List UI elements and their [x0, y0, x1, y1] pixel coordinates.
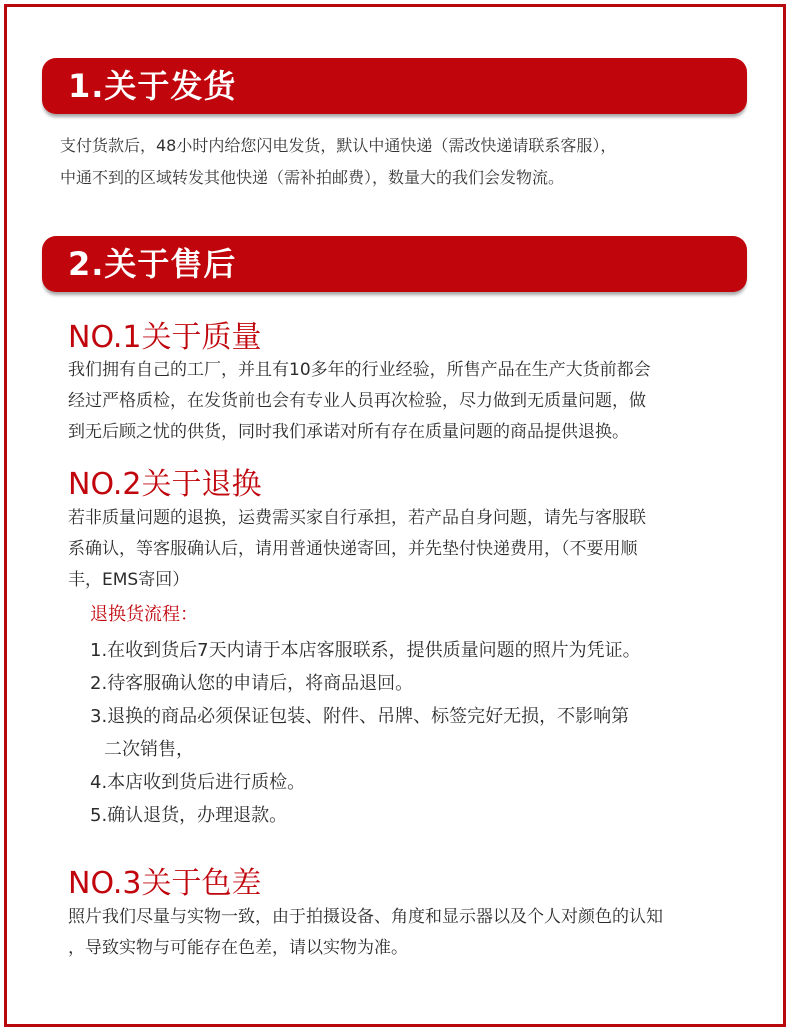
exchange-line-3: 丰，EMS寄回） [68, 570, 190, 590]
color-diff-line-1: 照片我们尽量与实物一致，由于拍摄设备、角度和显示器以及个人对颜色的认知 [68, 907, 663, 927]
exchange-paragraph [68, 504, 728, 595]
exchange-title: NO.2关于退换 [68, 467, 262, 502]
quality-title: NO.1关于质量 [68, 320, 262, 355]
color-diff-title: NO.3关于色差 [68, 866, 262, 901]
exchange-line-2: 系确认，等客服确认后，请用普通快递寄回，并先垫付快递费用，（不要用顺 [68, 539, 638, 559]
exchange-line-1: 若非质量问题的退换，运费需买家自行承担，若产品自身问题，请先与客服联 [68, 508, 646, 528]
exchange-step-5: 5.确认退货，办理退款。 [90, 805, 288, 826]
section-aftersale-title: 2.关于售后 [68, 245, 237, 283]
exchange-step-2: 2.待客服确认您的申请后，将商品退回。 [90, 673, 414, 694]
exchange-step-3-cont: 二次销售， [104, 739, 194, 760]
exchange-steps [90, 634, 730, 832]
color-diff-line-2: ，导致实物与可能存在色差，请以实物为准。 [68, 938, 408, 958]
quality-line-2: 经过严格质检，在发货前也会有专业人员再次检验，尽力做到无质量问题，做 [68, 391, 646, 411]
exchange-step-4: 4.本店收到货后进行质检。 [90, 772, 306, 793]
color-diff-paragraph [68, 903, 728, 963]
section-shipping-header [42, 58, 747, 114]
shipping-line-2: 中通不到的区域转发其他快递（需补拍邮费），数量大的我们会发物流。 [60, 168, 565, 187]
section-aftersale-header [42, 236, 747, 292]
exchange-flow-title: 退换货流程： [90, 604, 198, 625]
quality-line-1: 我们拥有自己的工厂，并且有10多年的行业经验，所售产品在生产大货前都会 [68, 360, 651, 380]
shipping-line-1: 支付货款后，48小时内给您闪电发货，默认中通快递（需改快递请联系客服）， [60, 136, 617, 155]
exchange-step-1: 1.在收到货后7天内请于本店客服联系，提供质量问题的照片为凭证。 [90, 640, 641, 661]
quality-paragraph [68, 356, 728, 447]
shipping-paragraph [60, 133, 616, 191]
exchange-step-3: 3.退换的商品必须保证包装、附件、吊牌、标签完好无损，不影响第 [90, 706, 630, 727]
quality-line-3: 到无后顾之忧的供货，同时我们承诺对所有存在质量问题的商品提供退换。 [68, 422, 629, 442]
section-shipping-title: 1.关于发货 [68, 67, 237, 105]
